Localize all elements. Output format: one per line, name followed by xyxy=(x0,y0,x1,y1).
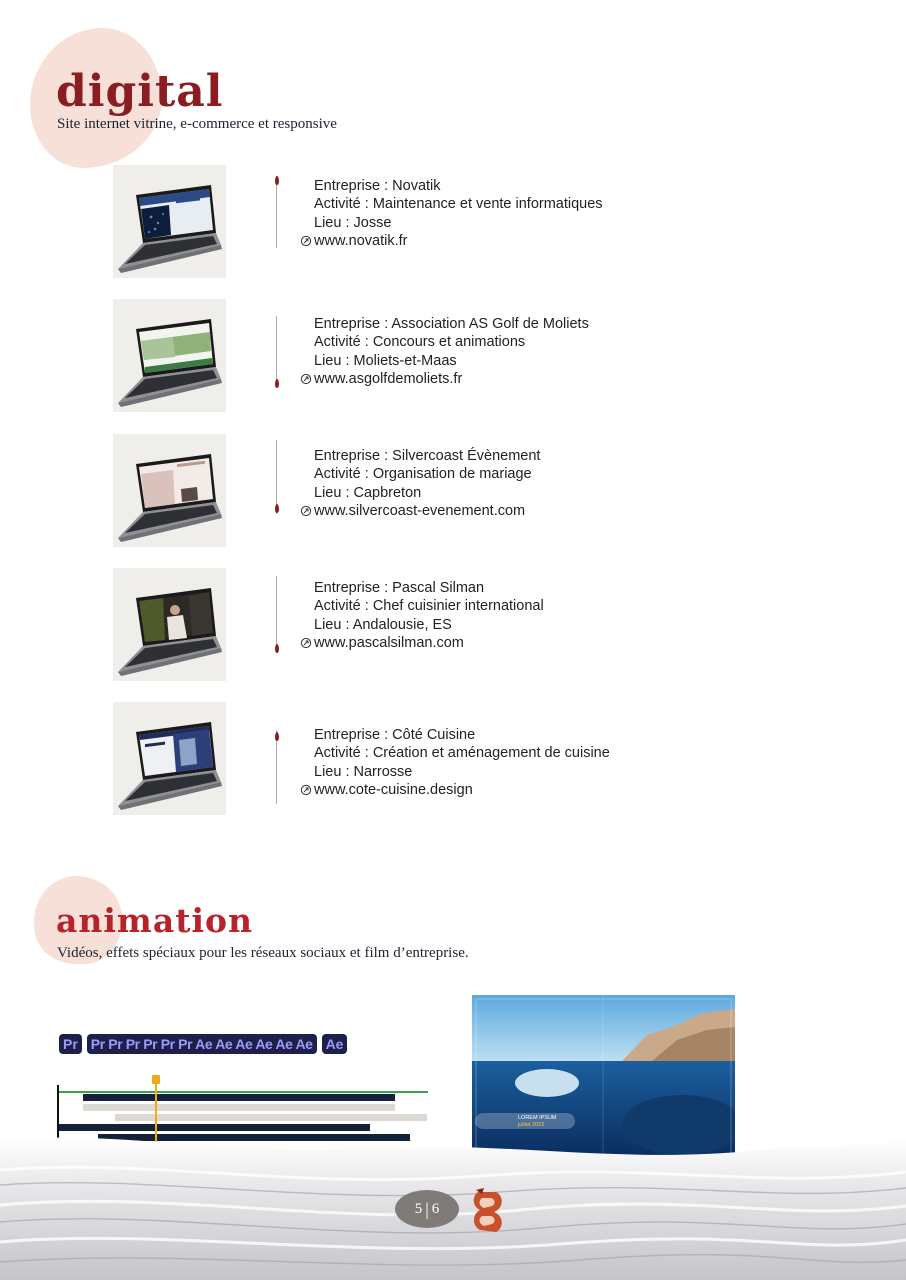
video-caption-date: juillet 2022 xyxy=(518,1122,545,1128)
project-enterprise: Entreprise : Association AS Golf de Moliets xyxy=(314,316,589,332)
link-icon xyxy=(300,637,312,649)
paint-texture xyxy=(0,1110,906,1280)
link-icon xyxy=(300,373,312,385)
project-activity: Activité : Concours et animations xyxy=(314,334,526,351)
digital-title: digital xyxy=(56,66,224,117)
project-activity: Activité : Organisation de mariage xyxy=(314,466,532,483)
project-place: Lieu : Josse xyxy=(314,214,392,231)
decorative-line xyxy=(276,730,277,804)
link-icon xyxy=(300,505,312,517)
decorative-line xyxy=(276,316,277,388)
premiere-tag: Pr xyxy=(59,1034,82,1054)
project-enterprise: Entreprise : Silvercoast Évènement xyxy=(314,448,541,464)
project-thumbnail-asgolf xyxy=(113,299,226,412)
project-thumbnail-cotecuisine xyxy=(113,702,226,815)
current-page: 5 xyxy=(414,1200,423,1217)
animation-subtitle: Vidéos, effets spéciaux pour les réseaux sociaux et film d’entreprise. xyxy=(57,945,469,961)
page-number xyxy=(395,1190,459,1228)
morph-tag: Pr Pr Pr Pr Pr Pr Ae Ae Ae Ae Ae Ae xyxy=(87,1034,317,1054)
project-enterprise: Entreprise : Pascal Silman xyxy=(314,580,485,596)
project-link[interactable]: www.silvercoast-evenement.com xyxy=(300,502,540,520)
software-tags xyxy=(59,1034,347,1054)
video-caption-title: LOREM IPSUM xyxy=(518,1115,557,1121)
project-info-asgolf xyxy=(300,315,589,388)
brand-logo-icon xyxy=(470,1186,506,1236)
page-separator: | xyxy=(425,1198,429,1219)
project-place: Lieu : Moliets-et-Maas xyxy=(314,352,457,369)
project-info-silvercoast xyxy=(300,447,540,520)
project-place: Lieu : Narrosse xyxy=(314,763,413,780)
project-link[interactable]: www.cote-cuisine.design xyxy=(300,781,610,799)
project-thumbnail-silvercoast xyxy=(113,434,226,547)
total-pages: 6 xyxy=(431,1200,440,1217)
project-info-cotecuisine xyxy=(300,726,610,799)
project-enterprise: Entreprise : Novatik xyxy=(314,178,441,194)
project-thumbnail-pascalsilman xyxy=(113,568,226,681)
after-effects-tag: Ae xyxy=(322,1034,348,1054)
link-icon xyxy=(300,235,312,247)
project-place: Lieu : Capbreton xyxy=(314,484,422,501)
project-activity: Activité : Maintenance et vente informatiques xyxy=(314,196,603,213)
animation-title: animation xyxy=(56,901,253,940)
decorative-line xyxy=(276,440,277,514)
digital-subtitle: Site internet vitrine, e-commerce et responsive xyxy=(57,116,337,132)
project-info-pascalsilman xyxy=(300,579,544,652)
project-enterprise: Entreprise : Côté Cuisine xyxy=(314,727,476,743)
link-icon xyxy=(300,784,312,796)
decorative-line xyxy=(276,576,277,653)
project-link[interactable]: www.pascalsilman.com xyxy=(300,634,544,652)
project-place: Lieu : Andalousie, ES xyxy=(314,616,452,633)
project-activity: Activité : Création et aménagement de cuisine xyxy=(314,745,610,762)
project-link[interactable]: www.asgolfdemoliets.fr xyxy=(300,370,589,388)
decorative-line xyxy=(276,176,277,248)
project-info-novatik xyxy=(300,177,603,250)
project-link[interactable]: www.novatik.fr xyxy=(300,232,603,250)
project-activity: Activité : Chef cuisinier international xyxy=(314,598,544,615)
project-thumbnail-novatik xyxy=(113,165,226,278)
